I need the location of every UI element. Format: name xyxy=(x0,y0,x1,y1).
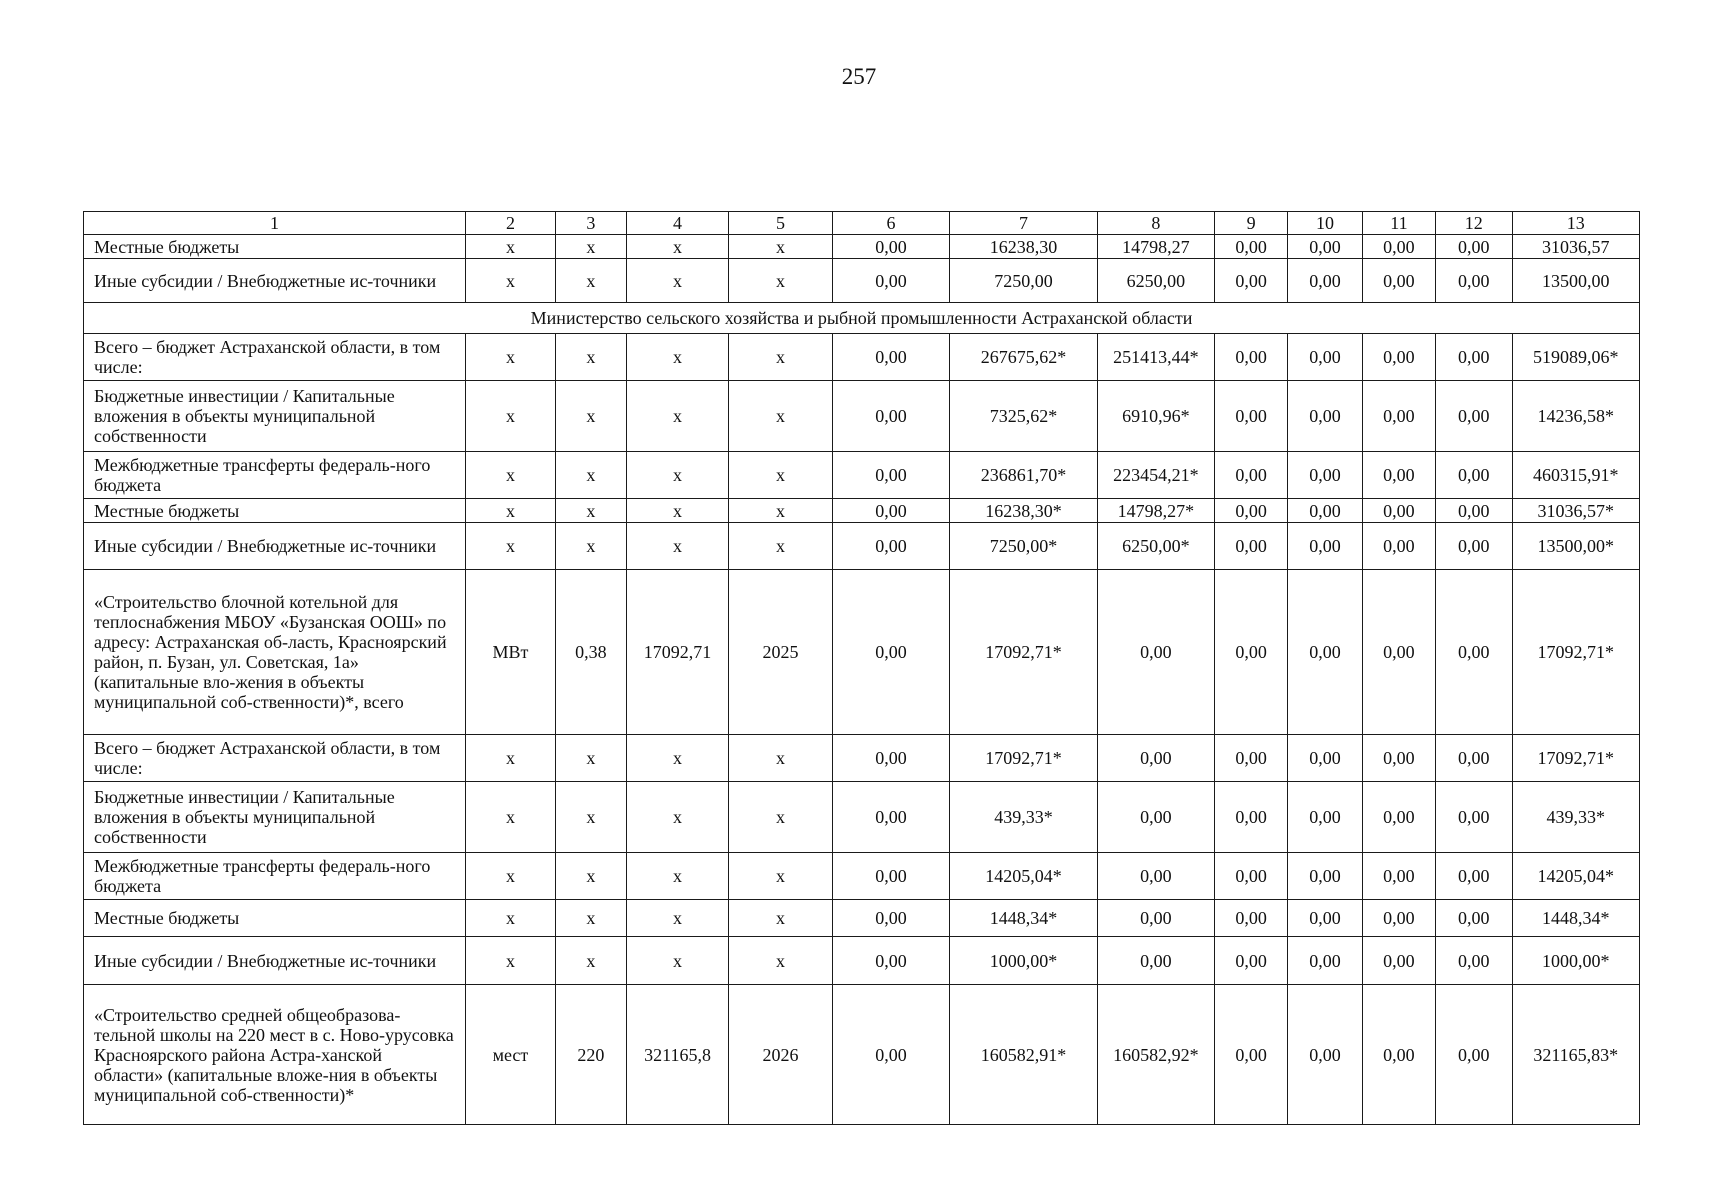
table-cell: х xyxy=(728,900,832,937)
table-cell: 0,00 xyxy=(1362,985,1435,1125)
row-label: Местные бюджеты xyxy=(84,900,466,937)
table-cell: х xyxy=(728,499,832,523)
table-cell: х xyxy=(555,381,626,452)
row-label: Межбюджетные трансферты федераль-ного бюджета xyxy=(84,452,466,499)
table-cell: 0,00 xyxy=(1288,452,1362,499)
table-cell: 0,00 xyxy=(832,782,949,853)
table-cell: 0,00 xyxy=(1215,523,1288,570)
table-cell: 0,00 xyxy=(832,334,949,381)
table-cell: 0,00 xyxy=(832,570,949,735)
table-cell: 0,00 xyxy=(1436,570,1512,735)
table-cell: 0,00 xyxy=(1436,499,1512,523)
table-cell: 0,00 xyxy=(1288,381,1362,452)
table-cell: 0,00 xyxy=(832,381,949,452)
column-number: 9 xyxy=(1215,212,1288,235)
table-cell: х xyxy=(466,937,556,985)
table-cell: х xyxy=(728,523,832,570)
row-label: Бюджетные инвестиции / Капитальные вложения в объекты муниципальной собственности xyxy=(84,782,466,853)
table-cell: 6910,96* xyxy=(1097,381,1214,452)
table-cell: 0,00 xyxy=(1362,334,1435,381)
table-cell: 0,00 xyxy=(1288,853,1362,900)
column-number: 10 xyxy=(1288,212,1362,235)
row-label: Иные субсидии / Внебюджетные ис-точники xyxy=(84,937,466,985)
table-cell: 0,00 xyxy=(1215,499,1288,523)
section-header-row xyxy=(84,303,1640,334)
table-cell: 0,00 xyxy=(1362,381,1435,452)
column-number: 13 xyxy=(1512,212,1639,235)
table-cell: 321165,83* xyxy=(1512,985,1639,1125)
table-cell: 321165,8 xyxy=(627,985,729,1125)
table-cell: 6250,00 xyxy=(1097,259,1214,303)
table-cell: 0,00 xyxy=(1215,259,1288,303)
table-cell: 0,00 xyxy=(1436,985,1512,1125)
table-cell: х xyxy=(466,853,556,900)
table-cell: х xyxy=(466,499,556,523)
table-cell: 0,00 xyxy=(1436,235,1512,259)
table-cell: 0,00 xyxy=(1288,900,1362,937)
row-label: Всего – бюджет Астраханской области, в том числе: xyxy=(84,334,466,381)
table-cell: 2025 xyxy=(728,570,832,735)
table-cell: 0,00 xyxy=(1362,782,1435,853)
table-cell: х xyxy=(627,523,729,570)
table-cell: 160582,92* xyxy=(1097,985,1214,1125)
table-cell: 0,00 xyxy=(832,452,949,499)
table-cell: х xyxy=(466,235,556,259)
table-cell: х xyxy=(466,334,556,381)
row-label: «Строительство блочной котельной для теплоснабжения МБОУ «Бузанская ООШ» по адресу: Астраханская об-ласть, Красноярский район, п. Бузан, ул. Советская, 1а» (капитальные вло-жения в объекты муниципальной соб-ственности)*, всего xyxy=(84,570,466,735)
table-cell: 0,00 xyxy=(1288,782,1362,853)
table-row xyxy=(84,570,1640,735)
table-cell: 0,00 xyxy=(1288,235,1362,259)
table-cell: х xyxy=(555,452,626,499)
budget-table xyxy=(83,211,1640,1125)
table-cell: 0,00 xyxy=(1215,937,1288,985)
table-cell: х xyxy=(728,452,832,499)
table-cell: 13500,00* xyxy=(1512,523,1639,570)
table-cell: 0,00 xyxy=(1288,523,1362,570)
table-cell: 0,00 xyxy=(1288,937,1362,985)
table-cell: х xyxy=(466,452,556,499)
table-cell: х xyxy=(627,937,729,985)
table-cell: 0,00 xyxy=(1436,523,1512,570)
table-cell: мест xyxy=(466,985,556,1125)
table-cell: 0,00 xyxy=(1436,900,1512,937)
table-cell: х xyxy=(728,334,832,381)
table-cell: 223454,21* xyxy=(1097,452,1214,499)
column-number: 7 xyxy=(950,212,1098,235)
table-cell: 0,00 xyxy=(1436,381,1512,452)
column-number: 4 xyxy=(627,212,729,235)
table-cell: х xyxy=(627,259,729,303)
table-cell: 0,00 xyxy=(1362,853,1435,900)
column-number: 8 xyxy=(1097,212,1214,235)
table-cell: 0,00 xyxy=(832,523,949,570)
table-cell: х xyxy=(728,735,832,782)
row-label: Местные бюджеты xyxy=(84,499,466,523)
table-cell: 2026 xyxy=(728,985,832,1125)
table-cell: х xyxy=(466,259,556,303)
table-cell: 17092,71 xyxy=(627,570,729,735)
table-cell: 7250,00* xyxy=(950,523,1098,570)
table-cell: х xyxy=(627,735,729,782)
table-cell: 0,00 xyxy=(1215,381,1288,452)
table-cell: 439,33* xyxy=(950,782,1098,853)
table-cell: 14798,27 xyxy=(1097,235,1214,259)
table-cell: 0,00 xyxy=(1436,452,1512,499)
page-number: 257 xyxy=(841,64,877,89)
table-row xyxy=(84,235,1640,259)
column-number: 12 xyxy=(1436,212,1512,235)
table-cell: 7325,62* xyxy=(950,381,1098,452)
table-cell: 0,00 xyxy=(1362,235,1435,259)
table-cell: МВт xyxy=(466,570,556,735)
table-cell: 0,00 xyxy=(1097,735,1214,782)
table-cell: 0,00 xyxy=(1097,937,1214,985)
column-number: 5 xyxy=(728,212,832,235)
column-number: 3 xyxy=(555,212,626,235)
table-cell: 0,00 xyxy=(832,937,949,985)
table-cell: х xyxy=(555,735,626,782)
table-cell: 0,00 xyxy=(1215,452,1288,499)
table-cell: 0,00 xyxy=(1097,853,1214,900)
table-cell: х xyxy=(555,334,626,381)
table-cell: х xyxy=(627,381,729,452)
table-cell: 0,00 xyxy=(1288,985,1362,1125)
table-cell: х xyxy=(555,259,626,303)
table-cell: 0,00 xyxy=(1436,259,1512,303)
table-cell: 1000,00* xyxy=(1512,937,1639,985)
table-cell: х xyxy=(728,782,832,853)
table-cell: 17092,71* xyxy=(950,735,1098,782)
table-cell: х xyxy=(555,523,626,570)
table-cell: 0,00 xyxy=(1362,937,1435,985)
table-cell: х xyxy=(728,853,832,900)
row-label: «Строительство средней общеобразова-тельной школы на 220 мест в с. Ново-урусовка Красноярского района Астра-ханской области» (капитальные вложе-ния в объекты муниципальной соб-ственности)* xyxy=(84,985,466,1125)
table-cell: 460315,91* xyxy=(1512,452,1639,499)
table-cell: х xyxy=(466,900,556,937)
table-row xyxy=(84,937,1640,985)
table-cell: 31036,57 xyxy=(1512,235,1639,259)
table-cell: х xyxy=(555,853,626,900)
table-cell: 236861,70* xyxy=(950,452,1098,499)
column-number-row xyxy=(84,212,1640,235)
table-cell: 0,00 xyxy=(1215,782,1288,853)
table-row xyxy=(84,900,1640,937)
table-cell: 0,00 xyxy=(1362,900,1435,937)
table-cell: 0,00 xyxy=(1215,334,1288,381)
table-cell: 13500,00 xyxy=(1512,259,1639,303)
table-cell: 0,00 xyxy=(832,900,949,937)
table-cell: 1000,00* xyxy=(950,937,1098,985)
table-cell: 0,38 xyxy=(555,570,626,735)
table-cell: х xyxy=(627,499,729,523)
table-cell: 0,00 xyxy=(1288,334,1362,381)
table-cell: 519089,06* xyxy=(1512,334,1639,381)
table-row xyxy=(84,259,1640,303)
table-row xyxy=(84,381,1640,452)
table-cell: 0,00 xyxy=(1097,900,1214,937)
table-cell: 17092,71* xyxy=(1512,735,1639,782)
table-cell: х xyxy=(728,937,832,985)
table-cell: х xyxy=(627,900,729,937)
table-cell: х xyxy=(627,853,729,900)
table-cell: 0,00 xyxy=(1362,259,1435,303)
table-cell: х xyxy=(627,334,729,381)
row-label: Иные субсидии / Внебюджетные ис-точники xyxy=(84,259,466,303)
table-cell: х xyxy=(466,523,556,570)
table-row xyxy=(84,452,1640,499)
table-row xyxy=(84,334,1640,381)
table-cell: 0,00 xyxy=(1288,259,1362,303)
row-label: Местные бюджеты xyxy=(84,235,466,259)
column-number: 11 xyxy=(1362,212,1435,235)
table-cell: 0,00 xyxy=(1362,735,1435,782)
table-cell: 0,00 xyxy=(1362,523,1435,570)
table-cell: 251413,44* xyxy=(1097,334,1214,381)
table-cell: 1448,34* xyxy=(950,900,1098,937)
table-cell: 0,00 xyxy=(832,735,949,782)
table-cell: 0,00 xyxy=(832,985,949,1125)
column-number: 2 xyxy=(466,212,556,235)
table-cell: 0,00 xyxy=(1288,499,1362,523)
table-cell: 14205,04* xyxy=(950,853,1098,900)
table-cell: 0,00 xyxy=(1436,853,1512,900)
table-cell: х xyxy=(555,782,626,853)
row-label: Межбюджетные трансферты федераль-ного бюджета xyxy=(84,853,466,900)
table-row xyxy=(84,782,1640,853)
table-cell: 160582,91* xyxy=(950,985,1098,1125)
table-cell: х xyxy=(627,235,729,259)
table-cell: 0,00 xyxy=(1097,570,1214,735)
table-cell: 0,00 xyxy=(1288,735,1362,782)
table-row xyxy=(84,735,1640,782)
table-cell: х xyxy=(466,735,556,782)
table-cell: 0,00 xyxy=(1215,985,1288,1125)
table-cell: х xyxy=(728,259,832,303)
table-cell: х xyxy=(466,381,556,452)
table-cell: 17092,71* xyxy=(950,570,1098,735)
table-cell: 0,00 xyxy=(1288,570,1362,735)
table-cell: 0,00 xyxy=(1215,235,1288,259)
column-number: 1 xyxy=(84,212,466,235)
table-cell: 7250,00 xyxy=(950,259,1098,303)
table-cell: 0,00 xyxy=(832,259,949,303)
table-cell: х xyxy=(728,381,832,452)
table-cell: х xyxy=(627,452,729,499)
table-cell: 0,00 xyxy=(1436,937,1512,985)
table-cell: 0,00 xyxy=(1362,570,1435,735)
table-cell: 0,00 xyxy=(1097,782,1214,853)
table-cell: 0,00 xyxy=(1436,334,1512,381)
row-label: Всего – бюджет Астраханской области, в том числе: xyxy=(84,735,466,782)
row-label: Бюджетные инвестиции / Капитальные вложения в объекты муниципальной собственности xyxy=(84,381,466,452)
table-cell: 0,00 xyxy=(1362,452,1435,499)
table-cell: 17092,71* xyxy=(1512,570,1639,735)
table-cell: 16238,30 xyxy=(950,235,1098,259)
table-cell: 0,00 xyxy=(832,853,949,900)
table-cell: 6250,00* xyxy=(1097,523,1214,570)
table-cell: х xyxy=(728,235,832,259)
table-cell: 0,00 xyxy=(1362,499,1435,523)
table-cell: 0,00 xyxy=(832,235,949,259)
table-cell: 267675,62* xyxy=(950,334,1098,381)
table-cell: х xyxy=(555,900,626,937)
table-cell: 16238,30* xyxy=(950,499,1098,523)
table-cell: 14205,04* xyxy=(1512,853,1639,900)
table-cell: 0,00 xyxy=(1215,570,1288,735)
table-cell: 220 xyxy=(555,985,626,1125)
table-cell: 14798,27* xyxy=(1097,499,1214,523)
table-cell: 14236,58* xyxy=(1512,381,1639,452)
table-cell: 31036,57* xyxy=(1512,499,1639,523)
table-cell: х xyxy=(627,782,729,853)
table-cell: х xyxy=(466,782,556,853)
table-cell: 0,00 xyxy=(1436,782,1512,853)
table-cell: 0,00 xyxy=(1215,853,1288,900)
table-cell: 0,00 xyxy=(1215,735,1288,782)
table-cell: 0,00 xyxy=(1436,735,1512,782)
table-cell: 0,00 xyxy=(1215,900,1288,937)
table-cell: х xyxy=(555,937,626,985)
table-cell: х xyxy=(555,235,626,259)
table-row xyxy=(84,985,1640,1125)
table-cell: х xyxy=(555,499,626,523)
table-cell: 1448,34* xyxy=(1512,900,1639,937)
table-row xyxy=(84,523,1640,570)
table-row xyxy=(84,853,1640,900)
table-row xyxy=(84,499,1640,523)
table-cell: 0,00 xyxy=(832,499,949,523)
column-number: 6 xyxy=(832,212,949,235)
section-title: Министерство сельского хозяйства и рыбной промышленности Астраханской области xyxy=(84,303,1640,334)
row-label: Иные субсидии / Внебюджетные ис-точники xyxy=(84,523,466,570)
table-cell: 439,33* xyxy=(1512,782,1639,853)
